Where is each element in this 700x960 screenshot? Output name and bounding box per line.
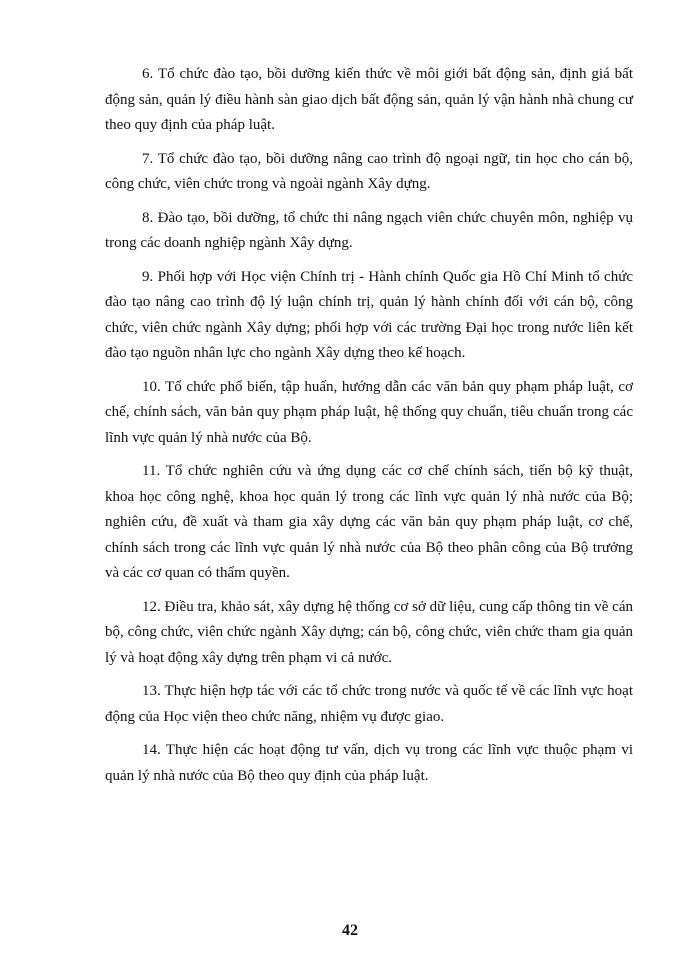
paragraph-11: 11. Tổ chức nghiên cứu và ứng dụng các cơ chế chính sách, tiến bộ kỹ thuật, khoa học công nghệ, khoa học quản lý trong các lĩnh vực quản lý nhà nước của Bộ; nghiên cứu, đề xuất và tham gia xây dựng các văn bản quy phạm pháp luật, cơ chế, chính sách trong các lĩnh vực quản lý nhà nước của Bộ theo phân công của Bộ trưởng và các cơ quan có thẩm quyền. [105, 463, 633, 581]
paragraph-6: 6. Tổ chức đào tạo, bồi dưỡng kiến thức về môi giới bất động sản, định giá bất động sản, quản lý điều hành sàn giao dịch bất động sản, quản lý vận hành nhà chung cư theo quy định của pháp luật. [105, 66, 633, 133]
paragraph-12: 12. Điều tra, khảo sát, xây dựng hệ thống cơ sở dữ liệu, cung cấp thông tin về cán bộ, công chức, viên chức ngành Xây dựng; cán bộ, công chức, viên chức tham gia quản lý và hoạt động xây dựng trên phạm vi cả nước. [105, 598, 633, 666]
paragraph-8: 8. Đào tạo, bồi dưỡng, tổ chức thi nâng ngạch viên chức chuyên môn, nghiệp vụ trong các doanh nghiệp ngành Xây dựng. [105, 209, 633, 251]
paragraph-7: 7. Tổ chức đào tạo, bồi dưỡng nâng cao trình độ ngoại ngữ, tin học cho cán bộ, công chức, viên chức trong và ngoài ngành Xây dựng. [105, 150, 633, 192]
paragraph-14: 14. Thực hiện các hoạt động tư vấn, dịch vụ trong các lĩnh vực thuộc phạm vi quản lý nhà nước của Bộ theo quy định của pháp luật. [105, 742, 633, 784]
document-body [105, 62, 633, 797]
page-number: 42 [342, 922, 358, 939]
paragraph-10: 10. Tổ chức phổ biến, tập huấn, hướng dẫn các văn bản quy phạm pháp luật, cơ chế, chính sách, văn bản quy phạm pháp luật, hệ thống quy chuẩn, tiêu chuẩn trong các lĩnh vực quản lý nhà nước của Bộ. [105, 378, 633, 446]
paragraph-9: 9. Phối hợp với Học viện Chính trị - Hành chính Quốc gia Hồ Chí Minh tổ chức đào tạo nâng cao trình độ lý luận chính trị, quản lý hành chính đối với cán bộ, công chức, viên chức ngành Xây dựng; phối hợp với các trường Đại học trong nước liên kết đào tạo nguồn nhân lực cho ngành Xây dựng theo kế hoạch. [105, 268, 633, 361]
paragraph-13: 13. Thực hiện hợp tác với các tổ chức trong nước và quốc tế về các lĩnh vực hoạt động của Học viện theo chức năng, nhiệm vụ được giao. [105, 683, 633, 725]
